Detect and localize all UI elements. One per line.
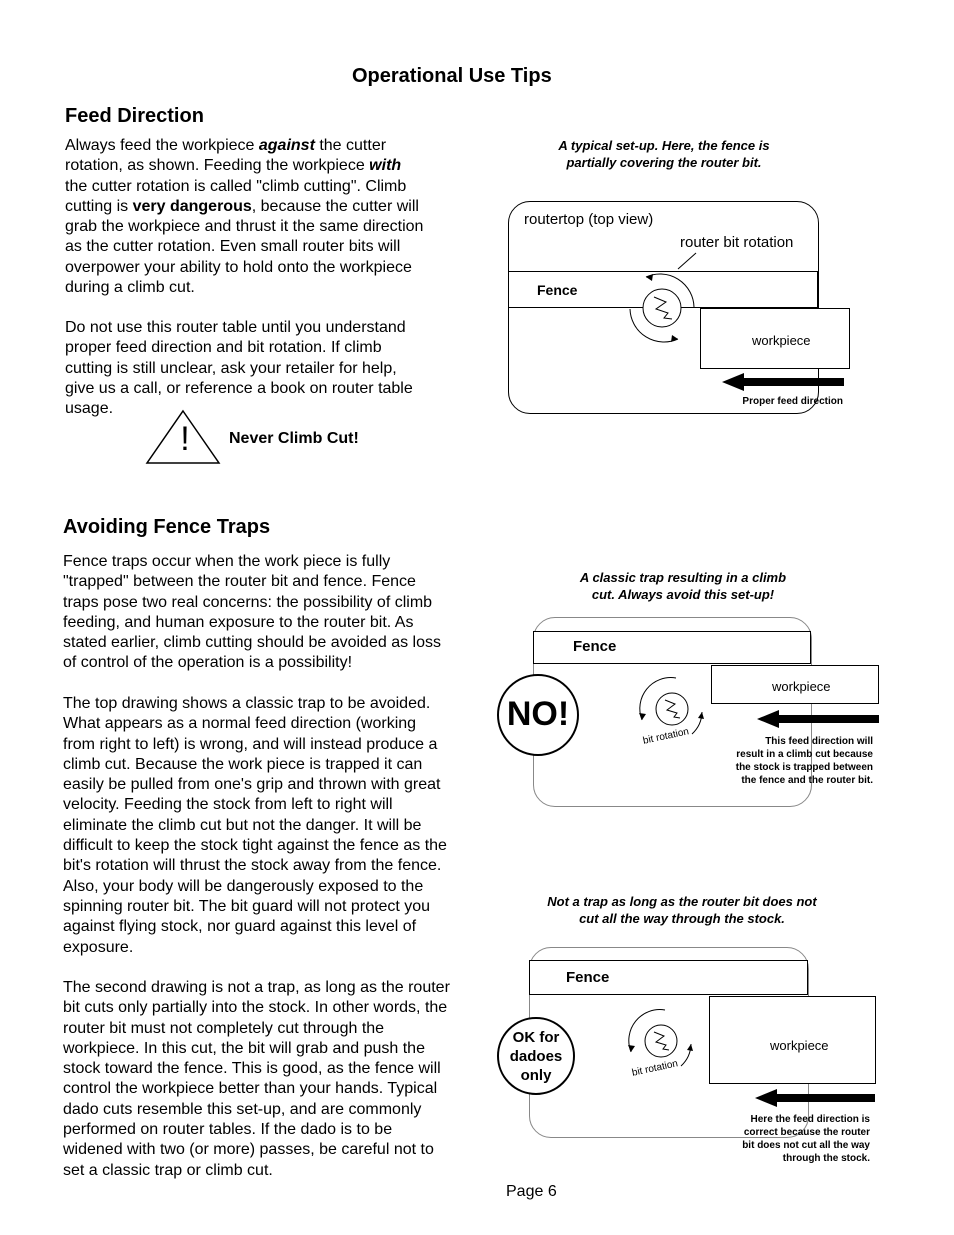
diagram1-fence-label: Fence	[537, 282, 578, 298]
diagram2-feed-arrow-icon	[757, 710, 879, 728]
diagram3-note: Here the feed direction is correct because the router bit does not cut all the way through the stock.	[742, 1114, 870, 1164]
fence-traps-paragraph-3: The second drawing is not a trap, as long as the router bit cuts only partially into the stock. In other words, the router bit must not completely cut through the workpiece. In this cut, the bit will grab and push the stock toward the fence. This is good, as the fence will control the workpiece better than your hands. Typical dado cuts resemble this set-up, and are commonly performed on router tables. If the dado is to be widened with two (or more) passes, be careful not to set a classic trap or climb cut.	[63, 979, 450, 1179]
diagram3-ok-label: OK for dadoes only	[509, 1029, 563, 1084]
diagram3-caption: Not a trap as long as the router bit does not cut all the way through the stock.	[547, 894, 817, 926]
feed-direction-p1-segment: the cutter rotation is called "climb cutting". Climb cutting is	[65, 177, 407, 215]
diagram2-caption: A classic trap resulting in a climb cut. Always avoid this set-up!	[579, 570, 787, 602]
diagram3-rotation-label: bit rotation	[631, 1058, 679, 1079]
page-number: Page 6	[506, 1183, 557, 1200]
feed-direction-p1-segment: Always feed the workpiece	[65, 137, 259, 154]
feed-direction-p1-segment: with	[369, 157, 402, 175]
feed-direction-p1-segment: very dangerous	[132, 197, 252, 215]
diagram1-feed-arrow-icon	[722, 373, 846, 391]
warning-symbol: !	[180, 420, 190, 458]
diagram1-caption: A typical set-up. Here, the fence is partially covering the router bit.	[558, 138, 770, 170]
warning-text: Never Climb Cut!	[229, 430, 359, 447]
feed-direction-heading: Feed Direction	[65, 105, 204, 127]
diagram2-fence-label: Fence	[573, 638, 617, 655]
diagram2-workpiece-label: workpiece	[772, 679, 831, 694]
diagram2-no-label: NO!	[506, 695, 570, 733]
feed-direction-paragraph-2: Do not use this router table until you understand proper feed direction and bit rotation. If climb cutting is still unclear, ask your retailer for help, give us a call, or reference a book on router table usage.	[65, 319, 413, 418]
feed-direction-paragraph-1	[65, 136, 485, 298]
diagram2-rotation-label: bit rotation	[642, 726, 690, 747]
diagram3-workpiece-label: workpiece	[770, 1038, 829, 1053]
diagram1-bit-rotation-icon	[620, 245, 710, 355]
feed-direction-p1-segment: , because the cutter will grab the workpiece and thrust it the same direction as the cutter rotation. Even small router bits will overpower your ability to hold onto the workpiece during a climb cut.	[65, 197, 424, 297]
diagram3-feed-arrow-icon	[755, 1089, 875, 1107]
fence-traps-heading: Avoiding Fence Traps	[63, 516, 271, 538]
diagram2-note: This feed direction will result in a climb cut because the stock is trapped between the fence and the router bit.	[735, 736, 873, 786]
feed-direction-p1-segment: the cutter rotation, as shown. Feeding the workpiece	[65, 137, 387, 175]
page-title: Operational Use Tips	[352, 65, 552, 87]
fence-traps-paragraph-1: Fence traps occur when the work piece is fully "trapped" between the router bit and fence. Fence traps pose two real concerns: the possibility of climb feeding, and human exposure to the router bit. As stated earlier, climb cutting should be avoided as loss of control of the operation is a possibility!	[63, 553, 441, 672]
diagram1-rotation-label: router bit rotation	[680, 234, 794, 251]
diagram3-fence-label: Fence	[566, 969, 610, 986]
fence-traps-paragraph-2: The top drawing shows a classic trap to be avoided. What appears as a normal feed direction (working from right to left) is wrong, and will instead produce a climb cut. Because the work piece is trapped it can easily be pulled from one's grip and thrown with great velocity. Feeding the stock from left to right will eliminate the climb cut but not the danger. It will be difficult to keep the stock tight against the fence as the bit's rotation will thrust the stock away from the fence. Also, your body will be dangerously exposed to the spinning router bit. The bit guard will not protect you against flying stock, nor guard against this level of exposure.	[63, 695, 447, 956]
diagram1-workpiece-label: workpiece	[752, 333, 811, 348]
diagram1-feed-label: Proper feed direction	[742, 396, 843, 407]
diagram1-routertop-label: routertop (top view)	[524, 211, 654, 228]
feed-direction-p1-segment: against	[258, 137, 315, 154]
